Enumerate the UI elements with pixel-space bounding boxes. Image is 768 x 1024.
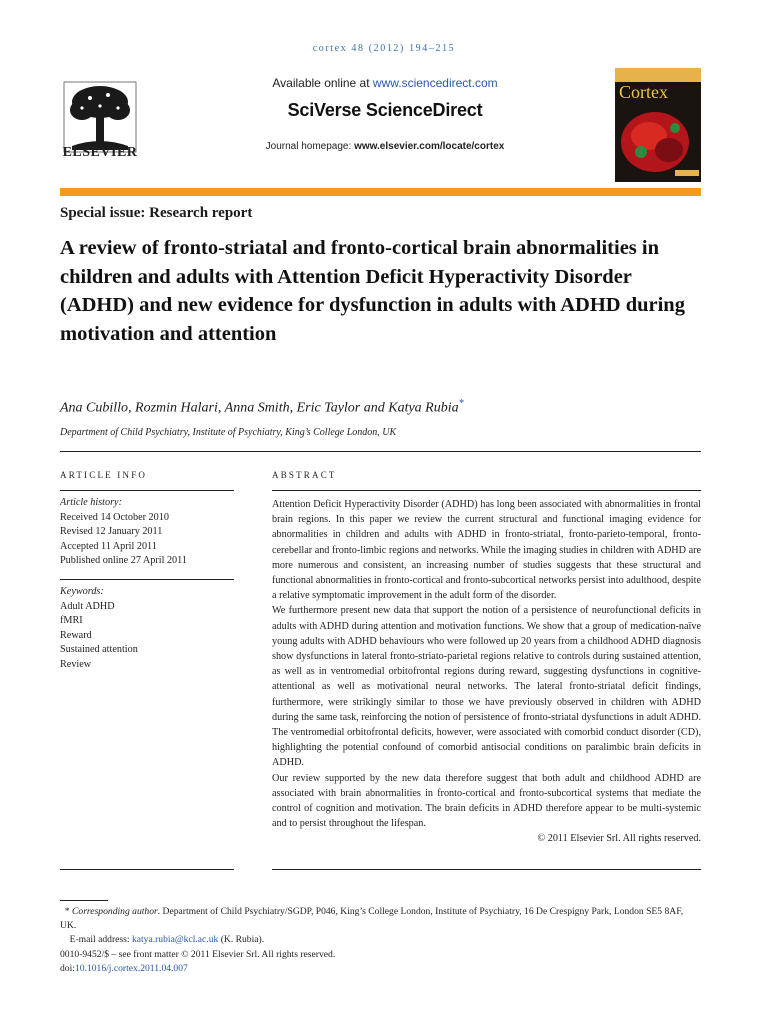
corresponding-author-address: . Department of Child Psychiatry/SGDP, P046, King’s College London, Institute of Psychiatry, 16 De Crespigny Park, London SE5 8AF, UK. — [60, 906, 684, 932]
history-revised: Revised 12 January 2011 — [60, 526, 163, 537]
authors — [60, 398, 464, 417]
keywords — [60, 585, 234, 672]
footnote-mark: * — [64, 906, 70, 917]
history-accepted: Accepted 11 April 2011 — [60, 540, 157, 552]
article-info-bottom-rule — [60, 869, 234, 870]
author-list: Ana Cubillo, Rozmin Halari, Anna Smith, Eric Taylor and Katya Rubia — [60, 400, 459, 416]
abstract-bottom-rule — [272, 869, 701, 870]
corresponding-author-mark[interactable]: * — [458, 398, 464, 409]
cover-artwork — [615, 102, 701, 182]
abstract-heading: ABSTRACT — [272, 470, 337, 480]
homepage-prefix: Journal homepage: — [265, 141, 355, 152]
doi-line — [60, 962, 701, 976]
cover-band — [615, 68, 701, 82]
issn-line: 0010-9452/$ – see front matter © 2011 Elsevier Srl. All rights reserved. — [60, 948, 336, 960]
history-label: Article history: — [60, 497, 122, 508]
footnotes — [60, 905, 701, 976]
keyword-item: Reward — [60, 629, 92, 641]
email-label: E-mail address: — [69, 934, 132, 946]
email-link[interactable]: katya.rubia@kcl.ac.uk — [131, 934, 219, 946]
cover-title: Cortex — [619, 82, 668, 102]
keywords-rule — [60, 579, 234, 580]
article-title: A review of fronto-striatal and fronto-cortical brain abnormalities in children and adults with Attention Deficit Hyperactivity Disorder (ADHD) and new evidence for dysfunction in adults with ADHD during motivation and attention — [60, 237, 685, 345]
abstract-paragraph: Our review supported by the new data therefore suggest that both adult and childhood ADHD are associated with brain abnormalities in fronto-cortical and fronto-subcortical systems that mediate the control of cognition and motivation. The brain deficits in ADHD therefore appear to be multi-systemic and to persist throughout the lifespan. — [272, 772, 701, 830]
journal-homepage-url[interactable]: www.elsevier.com/locate/cortex — [354, 141, 505, 152]
footnote-rule — [60, 900, 108, 901]
email-line — [60, 933, 701, 947]
header-accent-bar — [60, 188, 701, 196]
doi-label: doi: — [60, 962, 75, 974]
corresponding-author-note — [60, 905, 701, 933]
keyword-item: Adult ADHD — [60, 600, 115, 612]
keywords-label: Keywords: — [60, 586, 104, 597]
available-prefix: Available online at — [272, 76, 373, 90]
journal-header — [180, 70, 590, 152]
history-received: Received 14 October 2010 — [60, 511, 169, 523]
journal-homepage-line — [180, 141, 590, 152]
abstract-paragraph: Attention Deficit Hyperactivity Disorder (ADHD) has long been associated with abnormalities in frontal brain regions. In this paper we review the current structural and functional imaging evidence for abnormalities in children and adults with ADHD in fronto-striatal, fronto-parieto-temporal, fronto-cerebellar and fronto-limbic regions and networks. While the imaging studies in children with ADHD are more numerous and consistent, an increasing number of studies suggests that these structural and functional abnormalities in fronto-cortical and fronto-subcortical networks persist into adulthood, despite a relative symptomatic improvement in the adult form of the disorder. — [272, 499, 701, 602]
corresponding-author-label: Corresponding author — [72, 906, 158, 917]
affiliation: Department of Child Psychiatry, Institute of Psychiatry, King’s College London, UK — [60, 427, 397, 438]
article-info-rule — [60, 490, 234, 491]
abstract-copyright: © 2011 Elsevier Srl. All rights reserved. — [537, 833, 701, 845]
section-label: Special issue: Research report — [60, 205, 253, 221]
sciencedirect-link[interactable]: www.sciencedirect.com — [372, 76, 498, 90]
abstract-rule — [272, 490, 701, 491]
article-info-heading: ARTICLE INFO — [60, 470, 148, 480]
platform-name: SciVerse ScienceDirect — [287, 100, 483, 120]
keyword-item: Review — [60, 658, 92, 670]
abstract-paragraph: We furthermore present new data that support the notion of a persistence of neurofunctional deficits in adults with ADHD during attention and motivation functions. We show that a group of medication-naïve young adults with ADHD behaviours who were followed up 20 years from a childhood ADHD diagnosis show dysfunctions in lateral fronto-striato-parietal regions relative to controls during sustained attention, as well as in ventromedial orbitofrontal regions during reward, suggesting dysfunctions in cognitive-attentional as well as motivational neural networks. The lateral fronto-striatal deficit findings, furthermore, were strikingly similar to those we have previously observed in children with ADHD during the same task, reinforcing the notion of persistence of fronto-striatal dysfunctions in adult ADHD. The ventromedial orbitofrontal deficits, however, were associated with comorbid conduct disorder (CD), highlighting the potential confound of comorbid antisocial conditions on paralimbic brain deficits in ADHD. — [272, 605, 701, 769]
history-published: Published online 27 April 2011 — [60, 555, 187, 566]
available-online-line — [180, 76, 590, 90]
article-history — [60, 496, 234, 569]
header-divider — [60, 451, 701, 452]
keyword-item: Sustained attention — [60, 644, 138, 655]
doi-link[interactable]: 10.1016/j.cortex.2011.04.007 — [74, 962, 188, 974]
email-suffix: (K. Rubia). — [218, 934, 265, 946]
publisher-name: ELSEVIER — [62, 145, 138, 160]
running-head: cortex 48 (2012) 194–215 — [312, 43, 456, 54]
journal-cover-image — [615, 68, 701, 182]
keyword-item: fMRI — [60, 615, 83, 626]
abstract-body — [272, 497, 701, 847]
